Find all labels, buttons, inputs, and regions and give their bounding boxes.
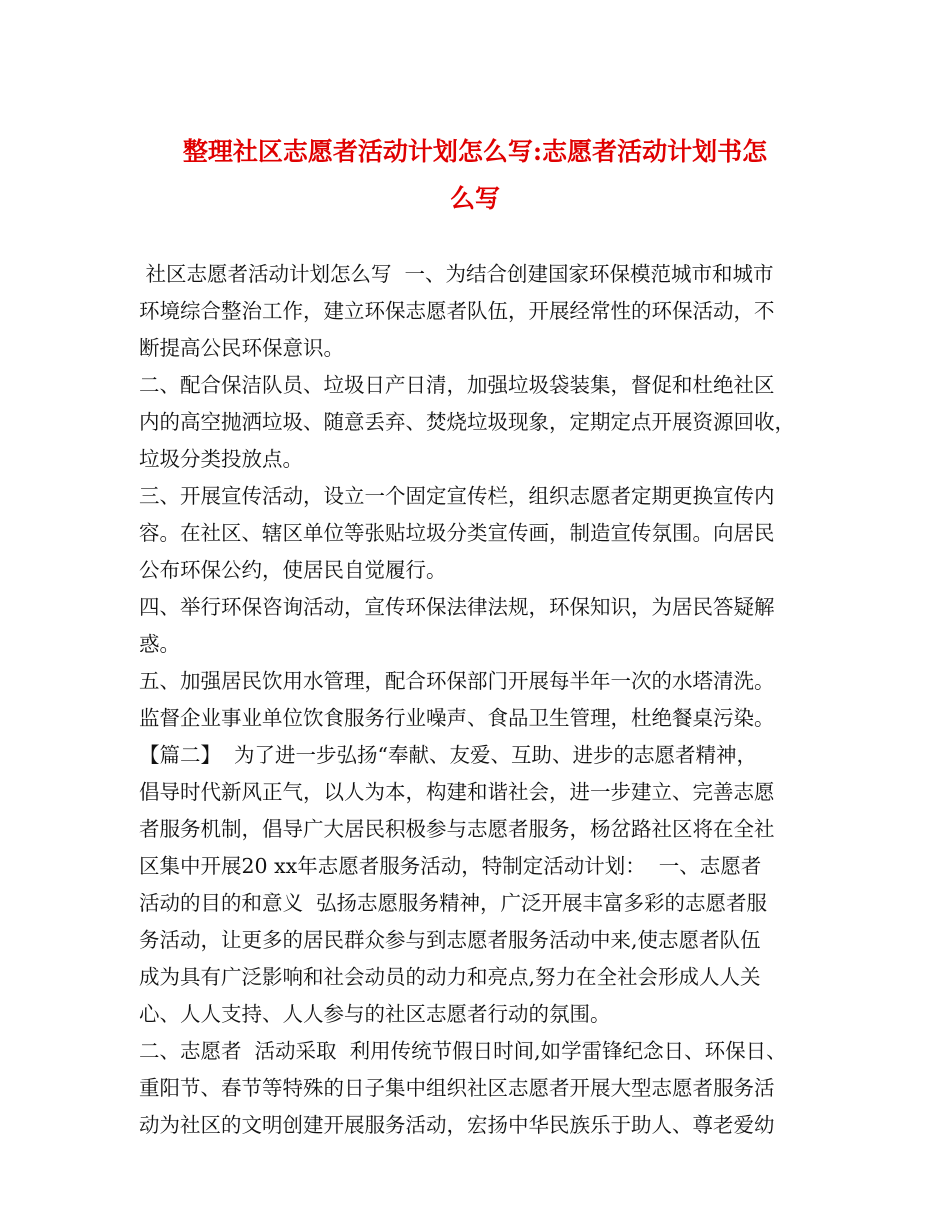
body-line: 四、举行环保咨询活动，宣传环保法律法规，环保知识，为居民答疑解 [139,595,775,619]
title-line: 么写 [449,184,500,213]
body-line: 心、人人支持、人人参与的社区志愿者行动的氛围。 [139,1002,611,1026]
title-line: 整理社区志愿者活动计划怎么写:志愿者活动计划书怎 [182,137,768,166]
body-line: 者服务机制，倡导广大居民积极参与志愿者服务，杨岔路社区将在全社 [139,817,775,841]
body-line: 垃圾分类投放点。 [139,447,303,471]
body-line: 动为社区的文明创建开展服务活动，宏扬中华民族乐于助人、尊老爱幼 [139,1113,775,1137]
body-line: 【篇二】 为了进一步弘扬“奉献、友爱、互助、进步的志愿者精神， [139,743,758,767]
document-title [120,128,830,222]
body-line: 五、加强居民饮用水管理，配合环保部门开展每半年一次的水塔清洗。 [139,669,775,693]
body-line: 环境综合整治工作，建立环保志愿者队伍，开展经常性的环保活动，不 [139,299,775,323]
body-line: 监督企业事业单位饮食服务行业噪声、食品卫生管理，杜绝餐桌污染。 [139,706,775,730]
body-line: 区集中开展20 xx年志愿者服务活动，特制定活动计划： 一、志愿者 [139,854,762,878]
body-line: 倡导时代新风正气，以人为本，构建和谐社会，进一步建立、完善志愿 [139,780,775,804]
body-line: 断提高公民环保意识。 [139,336,344,360]
body-line: 二、志愿者 活动采取 利用传统节假日时间,如学雷锋纪念日、环保日、 [139,1039,787,1063]
body-line: 社区志愿者活动计划怎么写 一、为结合创建国家环保模范城市和城市 [139,262,774,286]
body-line: 二、配合保洁队员、垃圾日产日清，加强垃圾袋装集，督促和杜绝社区 [139,373,775,397]
body-line: 公布环保公约，使居民自觉履行。 [139,558,447,582]
body-line: 务活动，让更多的居民群众参与到志愿者服务活动中来,使志愿者队伍 [139,928,761,952]
body-line: 容。在社区、辖区单位等张贴垃圾分类宣传画，制造宣传氛围。向居民 [139,521,775,545]
body-line: 三、开展宣传活动，设立一个固定宣传栏，组织志愿者定期更换宣传内 [139,484,775,508]
body-line: 惑。 [139,632,180,656]
body-line: 重阳节、春节等特殊的日子集中组织社区志愿者开展大型志愿者服务活 [139,1076,775,1100]
body-line: 活动的目的和意义 弘扬志愿服务精神，广泛开展丰富多彩的志愿者服 [139,891,768,915]
body-line: 成为具有广泛影响和社会动员的动力和亮点,努力在全社会形成人人关 [139,965,761,989]
body-line: 内的高空抛洒垃圾、随意丢弃、焚烧垃圾现象，定期定点开展资源回收， [139,410,795,434]
document-body [139,256,829,1144]
